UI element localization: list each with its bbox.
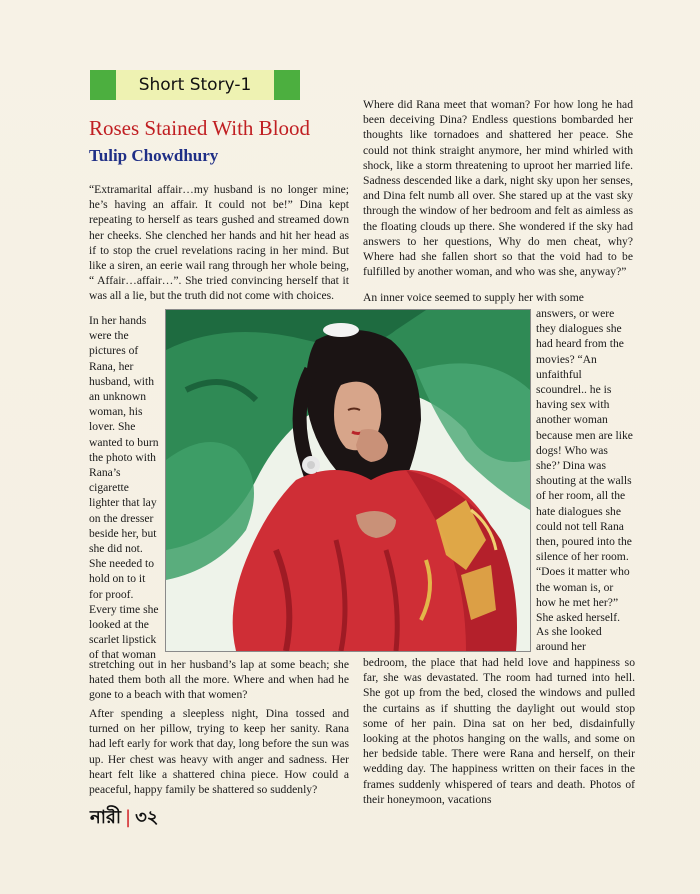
story-title: Roses Stained With Blood — [89, 116, 311, 140]
page-footer — [90, 803, 159, 834]
section-label: Short Story-1 — [116, 70, 274, 100]
story-author: Tulip Chowdhury — [89, 146, 219, 165]
footer-separator: | — [125, 807, 132, 828]
right-paragraph-2-wrap: answers, or were they dialogues she had heard from the movies? “An unfaithful scoundrel.. he is having sex with another woman because men are like dogs! Who was she?’ Dina was shouting at the walls of her room, all the hate dialogues she could not tell Rana then, poured into the silence of her room. “Does it matter who the woman is, or how he met her?” She asked herself. — [536, 307, 633, 625]
left-paragraph-2-wrap: In her hands were the pictures of Rana, her husband, with an unknown woman, his lover. She wanted to burn the photo with Rana’s cigarette lighter that lay on the dresser beside her, but she did not. She needed to hold on to it for proof. Every time she looked at the scarlet lipstick of that woman — [89, 314, 159, 662]
left-paragraph-2-rest: stretching out in her husband’s lap at some beach; she hated them both all the more. Where and when had he gone to a beach with that women? — [89, 658, 349, 702]
right-paragraph-1: Where did Rana meet that woman? For how long he had been deceiving Dina? Endless questions bombarded her thoughts like tornadoes and shattered her peace. She could not think straight anymore, her mind whirled with shock, like a storm threatening to uproot her married life. Sadness descended like a dark, night sky upon her senses, and Dina felt numb all over. She stared up at the vast sky through the window of her bedroom and felt as aimless as the floating clouds up there. She wondered if the sky had answers to her questions, Why do men cheat, why? Where had she fallen short so that the void had to be fulfilled by another woman, and who was she, anyway?” — [363, 98, 633, 279]
left-paragraph-3: After spending a sleepless night, Dina tossed and turned on her pillow, trying to keep her sanity. Rana had left early for work that day, long before the sun was up. Her chest was heavy with anger and sadness. Her heart felt like a shattered china piece. How could a peaceful, happy family be shattered so suddenly? — [89, 707, 349, 797]
section-banner — [90, 70, 300, 100]
banner-left-cap — [90, 70, 116, 100]
woman-in-red-sari-painting — [166, 310, 530, 651]
right-paragraph-3-rest: bedroom, the place that had held love and happiness so far, she was devastated. The room had turned into hell. She got up from the bed, closed the windows and pulled the curtains as if shutting the daylight out would stop some of her pain. Dina sat on her bed, disdainfully looking at the photos hanging on the walls, and some on her bedside table. There were Rana and herself, on their wedding day. The happiness written on their faces in the frames suddenly whispered of tears and death. Photos of their honeymoon, vacations — [363, 656, 635, 806]
right-paragraph-3-wrap: As she looked around her — [536, 625, 602, 654]
banner-right-cap — [274, 70, 300, 100]
left-paragraph-1: “Extramarital affair…my husband is no longer mine; he’s having an affair. It could not be!” Dina kept repeating to herself as tears gushed and streamed down her cheeks. She clenched her hands and hit her head as if to stop the cruel revelations racing in her mind. But like a siren, an eerie wail rang through her whole being, “ Affair…affair…”. She tried convincing herself that it was all a lie, but the truth did not come with choices. — [89, 183, 349, 303]
right-paragraph-2-first: An inner voice seemed to supply her with some — [363, 291, 584, 304]
page-number: ৩২ — [135, 807, 159, 828]
story-illustration — [165, 309, 531, 652]
magazine-name: নারী — [90, 807, 122, 828]
